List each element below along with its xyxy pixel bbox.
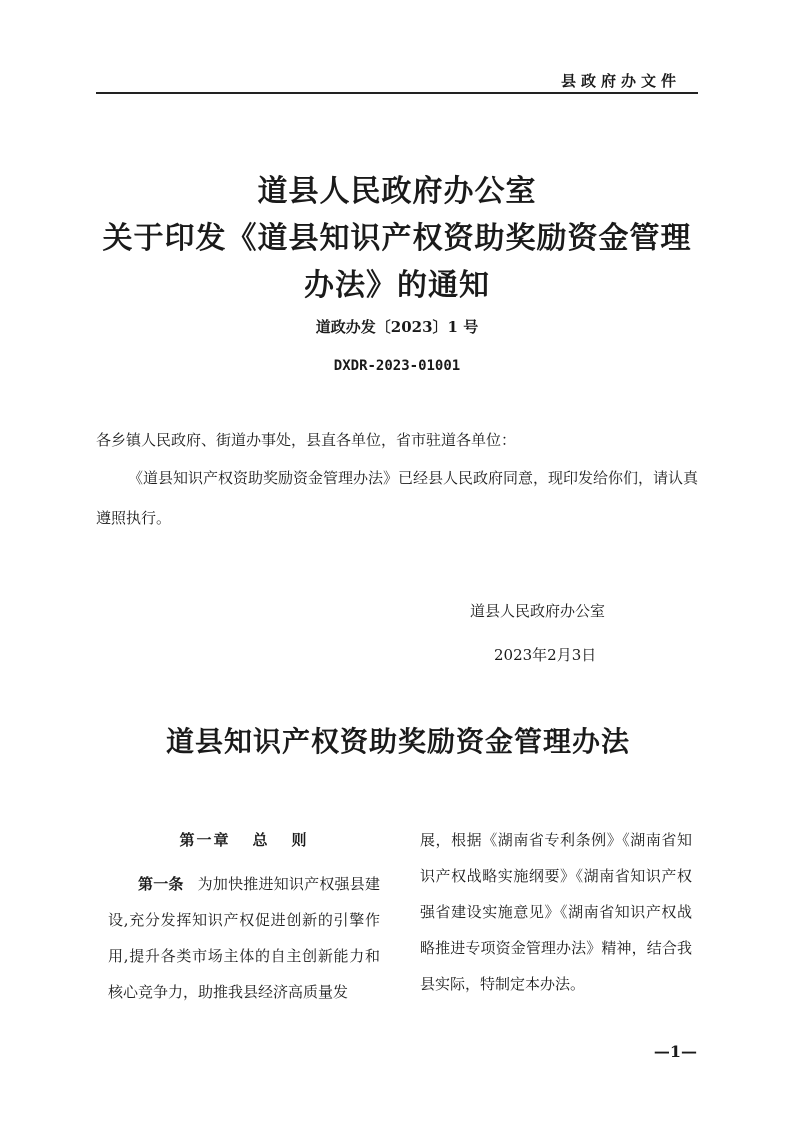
left-column xyxy=(108,822,380,1010)
header-divider xyxy=(96,92,698,94)
document-number: 道政办发〔2023〕1 号 xyxy=(315,318,479,336)
article-1 xyxy=(108,866,380,1010)
header-label: 县政府办文件 xyxy=(560,72,681,90)
chapter-name-part-1: 总 xyxy=(252,831,270,849)
notice-title-line-1: 道县人民政府办公室 xyxy=(257,174,537,209)
page-number: —1— xyxy=(653,1042,697,1061)
article-1-label: 第一条 xyxy=(138,875,184,893)
chapter-number: 第一章 xyxy=(179,831,231,849)
notice-title-line-2: 关于印发《道县知识产权资助奖励资金管理 xyxy=(102,221,692,256)
article-1-text-right: 展，根据《湖南省专利条例》《湖南省知识产权战略实施纲要》《湖南省知识产权强省建设实施意见》《湖南省知识产权战略推进专项资金管理办法》精神，结合我县实际，特制定本办法。 xyxy=(420,831,692,993)
salutation: 各乡镇人民政府、街道办事处，县直各单位，省市驻道各单位： xyxy=(96,431,517,449)
signer: 道县人民政府办公室 xyxy=(470,602,606,620)
chapter-heading xyxy=(108,822,380,858)
regulation-title: 道县知识产权资助奖励资金管理办法 xyxy=(165,725,630,758)
right-column xyxy=(420,822,692,1002)
document-code: DXDR-2023-01001 xyxy=(333,358,461,374)
article-1-text-left: 为加快推进知识产权强县建设,充分发挥知识产权促进创新的引擎作用,提升各类市场主体的自主创新能力和核心竞争力，助推我县经济高质量发 xyxy=(108,875,380,1001)
issue-date: 2023年2月3日 xyxy=(494,646,597,664)
notice-title-line-3: 办法》的通知 xyxy=(304,268,490,303)
notice-paragraph: 《道县知识产权资助奖励资金管理办法》已经县人民政府同意，现印发给你们，请认真遵照执行。 xyxy=(96,469,699,527)
chapter-name-part-2: 则 xyxy=(291,831,309,849)
notice-title xyxy=(96,168,698,309)
